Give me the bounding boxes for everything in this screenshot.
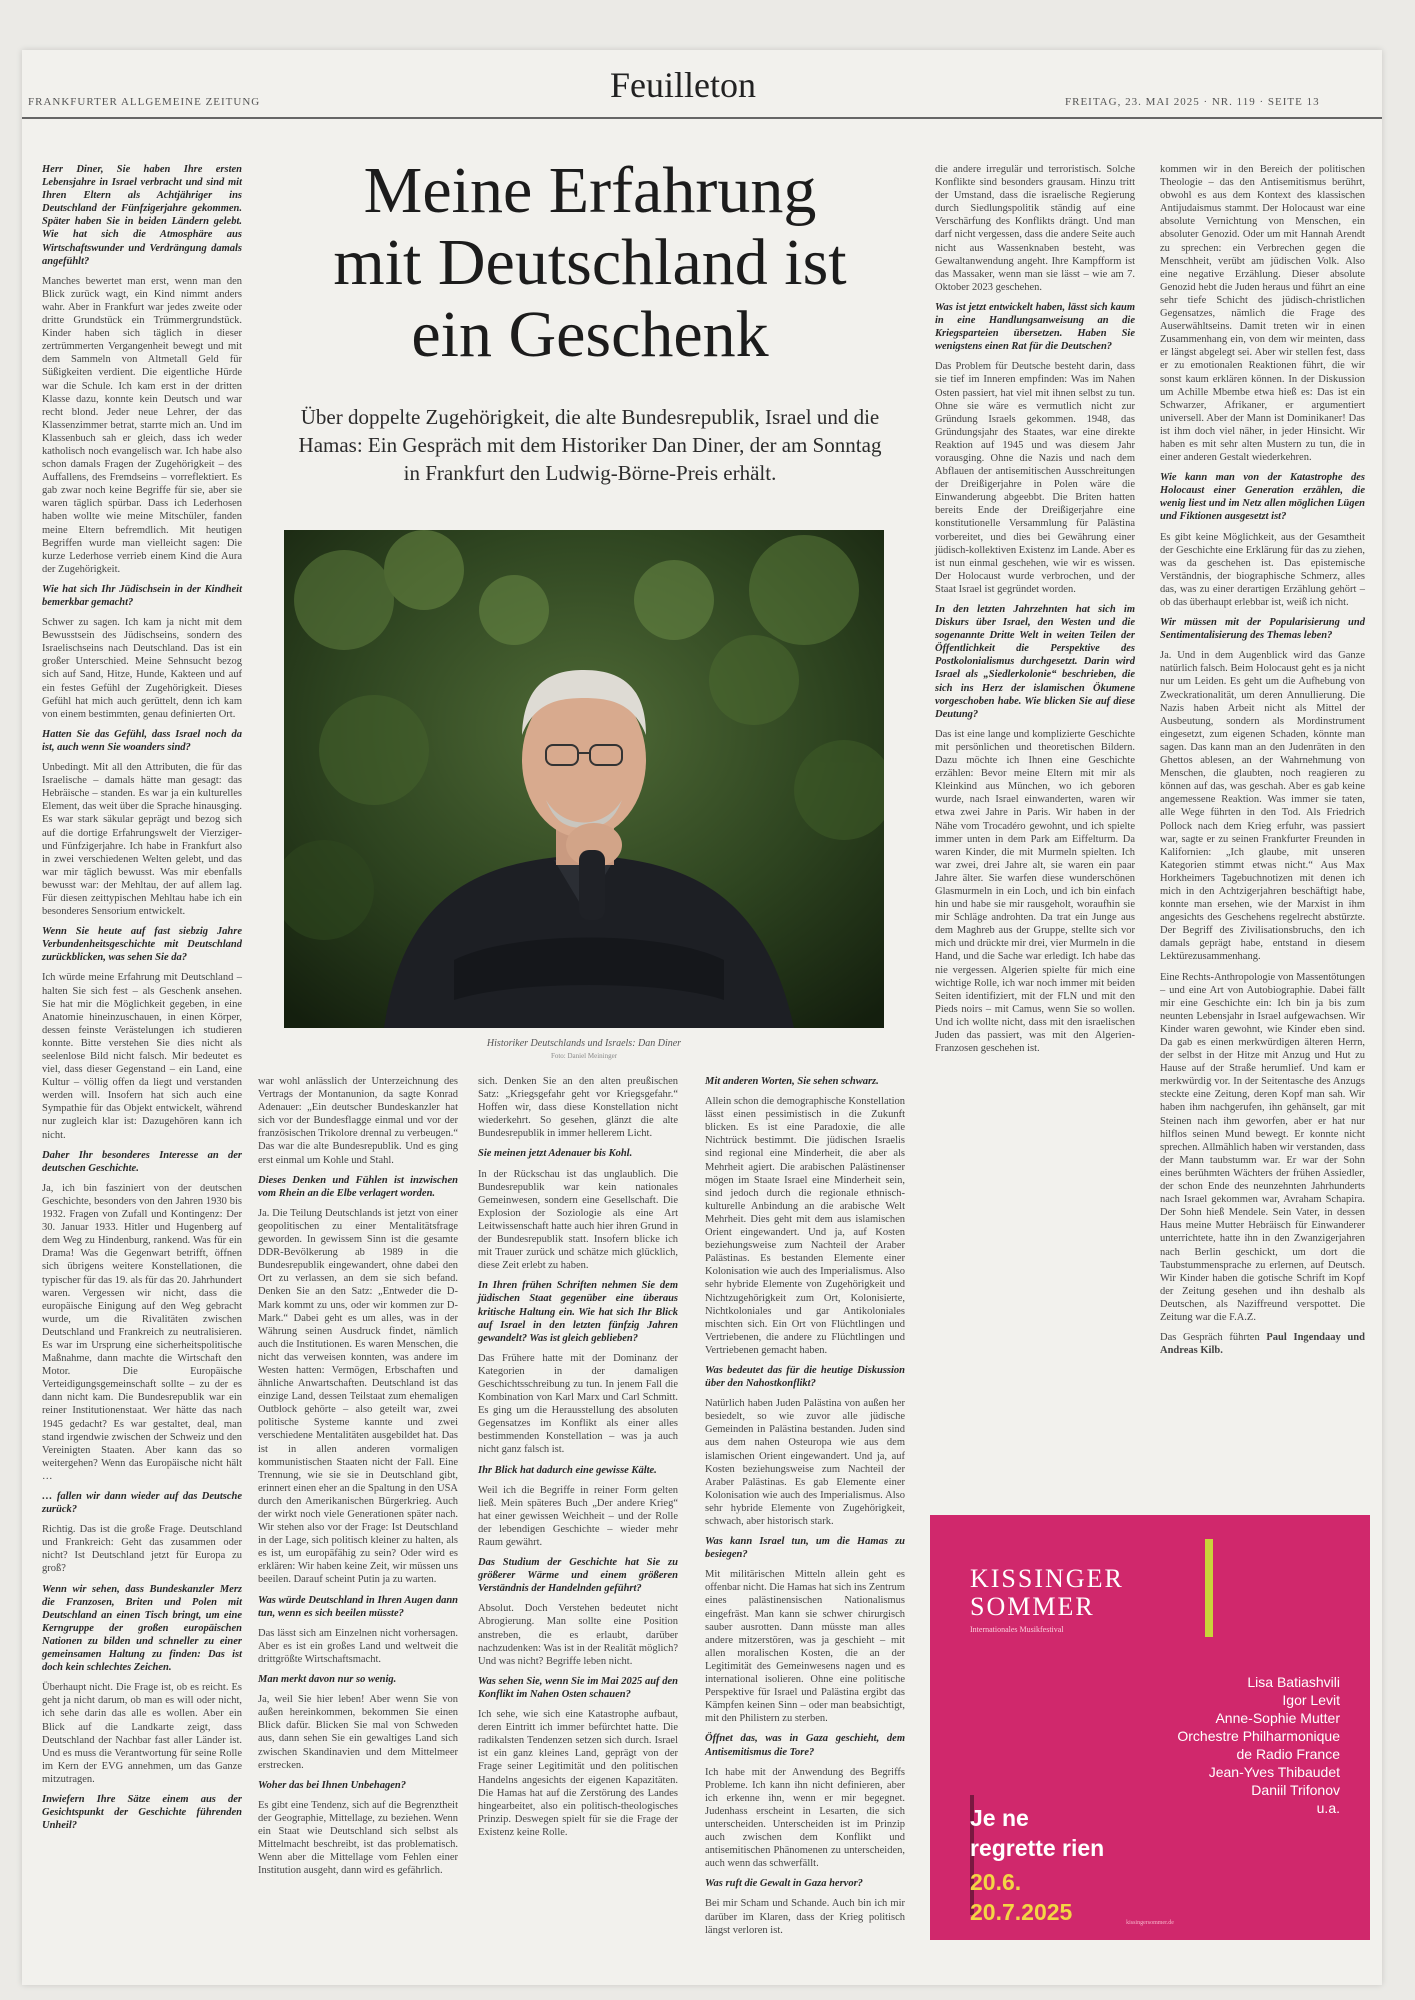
performer-name: Daniil Trifonov [1251, 1782, 1340, 1798]
credit-prefix: Das Gespräch führten [1160, 1332, 1267, 1344]
column-5 [935, 163, 1135, 1062]
logo-line: KISSINGER [970, 1564, 1124, 1593]
question: Hatten Sie das Gefühl, dass Israel noch da ist, auch wenn Sie woanders sind? [42, 728, 242, 753]
answer: Mit militärischen Mitteln allein geht es offenbar nicht. Die Hamas hat sich ins Zentrum eines palästinensischen Nationalismus eingefräst. Man kann sie schwer chirurgisch sauber ausrotten. Dann müsste man alles andere mitzerstören, was ja geschieht – mit allen moralischen Kosten, die an der Legitimität des Gemeinwesens nagen und es international isolieren. Ohne eine politische Perspektive für Israel und Palästina ergibt das Kämpfen keinen Sinn – oder man beabsichtigt, mit den Philistern zu sterben. [705, 1569, 905, 1725]
performer-name: Igor Levit [1282, 1692, 1340, 1708]
top-rule [22, 117, 1382, 119]
ad-accent-bar [1205, 1539, 1213, 1637]
performer-name: u.a. [1316, 1800, 1340, 1816]
answer: Es gibt eine Tendenz, sich auf die Begrenztheit der Geographie, Mittellage, zu beziehen. Wenn ein Staat wie Deutschland sich selbst als Mittelmacht beschreibt, ist das problematisch. Wenn aber die Mittellage vom Fehlen einer Institution ausgeht, dann wird es gefährlich. [258, 1799, 458, 1877]
answer: Ja. Und in dem Augenblick wird das Ganze natürlich falsch. Beim Holocaust geht es ja nicht nur um Leiden. Es geht um die Aufhebung von Zweckrationalität, um deren Annullierung. Die Nazis haben Arbeit nicht als Mittel der Ausbeutung, sondern als Mordinstrument eingesetzt, zum eigenen Schaden, könnte man sagen. Das kann man an den Judenräten in den Ghettos ablesen, an der Wahrnehmung von Menschen, die glaubten, noch reagieren zu können auf das, was geschah. Aber es gab keine angemessene Reaktion. Was immer sie taten, alle Wege führten in den Tod. Als Friedrich Pollock nach dem Krieg erfuhr, was passiert war, sagte er zu seinen Frankfurter Freunden in Kalifornien: „Ich glaube, mit unseren Kategorien stimmt etwas nicht.“ Aus Max Horkheimers Tagebuchnotizen mit denen ich mich in den Achtzigerjahren beschäftigt habe, konnte man ersehen, wie der Marxist in ihm angesichts des Geschehens regelrecht abstürzte. Der Begriff des Zivilisationsbruchs, den ich damals geprägt habe, entstand in diesem Lektürezusammenhang. [1160, 650, 1365, 963]
article-subhead: Über doppelte Zugehörigkeit, die alte Bundesrepublik, Israel und die Hamas: Ein Gespräch mit dem Historiker Dan Diner, der am Sonntag in Frankfurt den Ludwig-Börne-Preis erhält. [298, 405, 882, 485]
question: Was ist jetzt entwickelt haben, lässt sich kaum in eine Handlungsanweisung an die Kriegsparteien übersetzen. Haben Sie wenigstens einen Rat für die Deutschen? [935, 301, 1135, 353]
answer: Natürlich haben Juden Palästina von außen her besiedelt, so wie zuvor alle jüdische Gemeinden in Palästina bestanden. Juden sind aus dem nahen Osteuropa wie aus dem islamischen Orient eingewandert. Und ja, auf Kosten beziehungsweise zum Nachteil der Araber Palästinas. Es gab Elemente einer Kolonisation wie auch des Imperialismus. Also sehr hybride Elemente von Zugehörigkeit, schwach, aber historisch stark. [705, 1398, 905, 1527]
answer: war wohl anlässlich der Unterzeichnung des Vertrags der Montanunion, da sagte Konrad Adenauer: „Ein deutscher Bundeskanzler hat sich vor der Bundesflagge einmal und vor der französischen Trikolore drennal zu verbeugen.“ Das war die alte Bundesrepublik. Und es ging erst einmal um Kohle und Stahl. [258, 1076, 458, 1166]
question: Was ruft die Gewalt in Gaza hervor? [705, 1878, 863, 1890]
question: Wir müssen mit der Popularisierung und Sentimentalisierung des Themas leben? [1160, 617, 1365, 642]
answer: Absolut. Doch Verstehen bedeutet nicht Abrogierung. Man sollte eine Position anstreben, die es erlaubt, darüber nachzudenken: Was ist in der Realität möglich? Und was nicht? Begriffe leben nicht. [478, 1603, 678, 1667]
answer: Allein schon die demographische Konstellation lässt einen pessimistisch in die Zukunft blicken. Es ist eine Paradoxie, die alle Nichtrück bestimmt. Die jüdischen Israelis sind regional eine Minderheit, die aber als Mehrheit agiert. Die arabischen Palästinenser mögen im Staate Israel eine Minderheit sein, sind jedoch durch die regionale ethnisch-kulturelle Anbindung an die arabische Welt Mehrheit. Dies geht mit dem aus islamischen Orient eingewandert. Und ja, auf Kosten beziehungsweise zum Nachteil der Araber Palästinas. Es bestanden Elemente einer Kolonisation wie auch des Imperialismus. Also sehr hybride Elemente von Zugehörigkeit und Nichtzugehörigkeit zum Ort, Kolonisierte, Nichtkoloniales und gar Antikoloniales mischten sich. Ein Ort von Flüchtlingen und Vertriebenen, die andere zu Flüchtlingen und Vertriebenen gemacht haben. [705, 1096, 905, 1356]
answer: die andere irregulär und terroristisch. Solche Konflikte sind besonders grausam. Hinzu tritt der Umstand, dass die israelische Regierung durch Siedlungspolitik ständig auf eine Verschärfung des Konflikts drängt. Und man darf nicht vergessen, dass die andere Seite auch nicht aus Wassenknaben besteht, was Gewaltanwendung angeht. Ihre Kampfform ist das Massaker, wenn man sie lässt – wie am 7. Oktober 2023 geschehen. [935, 164, 1135, 293]
question: Wie hat sich Ihr Jüdischsein in der Kindheit bemerkbar gemacht? [42, 583, 242, 608]
newspaper-name: FRANKFURTER ALLGEMEINE ZEITUNG [28, 96, 261, 108]
question: Was bedeutet das für die heutige Diskussion über den Nahostkonflikt? [705, 1364, 905, 1390]
question: Ihr Blick hat dadurch eine gewisse Kälte. [478, 1464, 657, 1476]
question: Man merkt davon nur so wenig. [258, 1674, 397, 1686]
answer: In der Rückschau ist das unglaublich. Die Bundesrepublik war kein nationales Gemeinwesen, sondern eine Gesellschaft. Die Explosion der Soziologie als eine Art Leitwissenschaft hatte auch hier ihren Grund in der Bundesrepublik statt. Insofern blicke ich mit Trauer zurück und schätze mich glücklich, diese Zeit erlebt zu haben. [478, 1168, 678, 1272]
question: Was sehen Sie, wenn Sie im Mai 2025 auf den Konflikt im Nahen Osten schauen? [478, 1675, 678, 1700]
dateline: FREITAG, 23. MAI 2025 · NR. 119 · SEITE 13 [1065, 96, 1320, 108]
question: Das Studium der Geschichte hat Sie zu größerer Wärme und einem größeren Verständnis der Handelnden geführt? [478, 1557, 678, 1595]
festival-tagline: Internationales Musikfestival [970, 1625, 1064, 1634]
answer: Bei mir Scham und Schande. Auch bin ich mir darüber im Klaren, dass der Krieg politisch längst verloren ist. [705, 1898, 905, 1936]
answer: Ja, ich bin fasziniert von der deutschen Geschichte, besonders von den Jahren 1930 bis 1932. Fragen von Zufall und Kontingenz: Der 30. Januar 1933. Hitler und Hugenberg auf dem Weg zu Hindenburg, rankend. Was für ein Drama! Was die Gegenwart betrifft, öffnen sich übrigens weitere Konstellationen, die typischer für das 19. als für das 20. Jahrhundert waren. Vergessen wir nicht, dass die europäische Einigung auf den Weg gebracht wurde, um die Rivalitäten zwischen Deutschland und Frankreich zu neutralisieren. Es war im Ursprung eine sicherheitspolitische Maßnahme, dann machte die Wirtschaft den Motor. Die Europäische Verteidigungsgemeinschaft sollte – zu der es dann nicht kam. Die Bundesrepublik war ein reiner Institutionenstaat. Wer hätte das nach 1945 gedacht? Es war gestaltet, deal, man stand irgendwie zwischen der Schweiz und den Vereinigten Staaten. Aber kann das so weitergehen? Wenn das Europäische nicht hält … [42, 1182, 242, 1482]
logo-line: SOMMER [970, 1592, 1095, 1621]
performer-name: Jean-Yves Thibaudet [1208, 1764, 1340, 1780]
answer: Ja, weil Sie hier leben! Aber wenn Sie von außen hereinkommen, bekommen Sie einen Blick dafür. Blicken Sie mal von Schweden aus, dann sehen Sie ein gewaltiges Land sich zwischen Skandinavien und dem Mittelmeer erstrecken. [258, 1694, 458, 1771]
photo-credit: Foto: Daniel Meininger [550, 1052, 618, 1060]
answer: Ja. Die Teilung Deutschlands ist jetzt von einer geopolitischen zu einer Mentalitätsfrage geworden. In gewissem Sinn ist die gesamte DDR-Bevölkerung ab 1989 in die Bundesrepublik eingewandert, ohne dabei den Ort zu verlassen, an dem sie sich befand. Denken Sie an den Satz: „Entweder die D-Mark kommt zu uns, oder wir kommen zur D-Mark.“ Dabei geht es um alles, was in der Währung seinen Ausdruck findet, nämlich auch die Institutionen. Es waren Menschen, die nicht das verweisen konnten, was andere im Westen hatten: Vermögen, Erbschaften und ähnliche Anwartschaften. Deutschland ist das einzige Land, dessen Teilstaat zum ehemaligen Outblock gehörte – also geteilt war, zwei politische Systeme kannte und zwei verschiedene Mentalitäten ausgebildet hat. Das ist in allen anderen vormaligen kommunistischen Staaten nicht der Fall. Eine Trennung, wie sie sie in Deutschland gibt, erinnert einen eher an die Spaltung in den USA durch den Amerikanischen Bürgerkrieg. Auch der wirkt noch viele Generationen später nach. Wir stehen also vor der Frage: Ist Deutschland in der Lage, sich politisch kleiner zu halten, als es ist, um europäfähig zu sein? Oder wird es erklären: Wir haben keine Zeit, wir müssen uns beeilen. Darauf scheint Putin ja zu warten. [258, 1207, 458, 1586]
festival-slogan [970, 1803, 1104, 1863]
performer-name: Anne-Sophie Mutter [1215, 1710, 1340, 1726]
question: Öffnet das, was in Gaza geschieht, dem Antisemitismus die Tore? [705, 1733, 905, 1758]
date-line: 20.7.2025 [970, 1899, 1073, 1925]
answer: Das lässt sich am Einzelnen nicht vorhersagen. Aber es ist ein großes Land und weltweit die drittgrößte Wirtschaftsmacht. [258, 1627, 458, 1665]
answer: Weil ich die Begriffe in reiner Form gelten ließ. Mein späteres Buch „Der andere Krieg“ hat einer gewissen Weichheit – und der Rolle der lebendigen Geschichte – wieder mehr Raum gewährt. [478, 1484, 678, 1548]
question: Was kann Israel tun, um die Hamas zu besiegen? [705, 1536, 905, 1561]
interview-credit [1160, 1331, 1365, 1357]
section-title: Feuilleton [610, 65, 756, 105]
column-4 [705, 1075, 905, 1944]
portrait-photo [284, 530, 884, 1028]
question: Wenn wir sehen, dass Bundeskanzler Merz die Franzosen, Briten und Polen mit Deutschland an einen Tisch bringt, um eine Kerngruppe der großen europäischen Nationen zu bilden und schneller zu einer gemeinsamen Haltung zu finden: Das ist doch kein schlechtes Zeichen. [42, 1583, 242, 1674]
question: Wenn Sie heute auf fast siebzig Jahre Verbundenheitsgeschichte mit Deutschland zurückblicken, was sehen Sie da? [42, 926, 242, 964]
answer: Das Problem für Deutsche besteht darin, dass sie tief im Inneren empfinden: Was im Nahen Osten passiert, hat viel mit ihnen selbst zu tun. Ohne sie wäre es vermutlich nicht zur Gründung Israels gekommen. 1948, das Gründungsjahr des Staates, war eine direkte Reaktion auf 1945 und was diesem Jahr vorausging. Ohne die Nazis und nach dem Abflauen der antisemitischen Ausschreitungen der Dreißigerjahre in Polen wäre die Einwanderung abgeebbt. Die Briten hatten bereits Ende der Dreißigerjahre eine konstitutionelle Versammlung für Palästina vorbereitet, und dies bei Gewährung einer jüdisch-kollektiven Existenz im Lande. Aber es ist nun einmal geschehen, wie wir es wissen. Der Holocaust wurde verbrochen, und der Staat Israel ist gegründet worden. [935, 361, 1135, 595]
headline-line: Meine Erfahrung [363, 154, 817, 227]
question: In den letzten Jahrzehnten hat sich im Diskurs über Israel, den Westen und die sogenannte Dritte Welt in weiten Teilen der Öffentlichkeit die Perspektive des Postkolonialismus durchgesetzt. Darin wird Israel als „Siedlerkolonie“ beschrieben, die sich ins Herz der islamischen Ökumene vorgeschoben habe. Wie blicken Sie auf diese Deutung? [935, 604, 1135, 720]
answer: kommen wir in den Bereich der politischen Theologie – das den Antisemitismus berührt, obwohl es aus dem Kontext des klassischen Antijudaismus stammt. Der Holocaust war eine absolute Vernichtung von Menschen, ein absoluter Genozid. Oder um mit Hannah Arendt zu sprechen: ein Verbrechen gegen die Menschheit, verübt am jüdischen Volk. Also eine negative Erzählung. Dieser absolute Genozid hebt die Juden heraus und führt an eine sehr tiefe Schicht des jüdisch-christlichen Gegensatzes, nämlich die Frage des Auserwähltseins. Damit treten wir in einen Zusammenhang ein, von dem wir meinten, dass er längst abgelegt sei. Aber wir stellen fest, dass er zu emotionalen Reaktionen führt, die wir sonst kaum erklären können. In der Diskussion um Achille Mbembe etwa hieß es: Das ist ein Schwarzer, Afrikaner, er argumentiert universell. Aber der Mann ist Dominikaner! Das ist ihm doch viel näher, in jeder Hinsicht. Wir haben es mit sehr alten Mustern zu tun, die in einer anderen Gestalt wiederkehren. [1160, 164, 1365, 464]
date-line: 20.6. [970, 1869, 1022, 1895]
question: Woher das bei Ihnen Unbehagen? [258, 1779, 406, 1791]
answer: Unbedingt. Mit all den Attributen, die für das Israelische – damals hätte man gesagt: das Hebräische – standen. Es war ja ein kulturelles Element, das weit über die Sprache hinausging. Es war stark säkular geprägt und bezog sich auf die dortige Erfahrungswelt der Vierziger- und Fünfzigerjahre. Ich habe in Frankfurt also in zwei verschiedenen Welten gelebt, und das war mir täglich bewusst. Was mir ebenfalls bewusst war: der Mehltau, der auf allem lag. Für diesen zeittypischen Mehltau habe ich ein besonderes Sensorium entwickelt. [42, 762, 242, 918]
performer-name: Lisa Batiashvili [1247, 1674, 1340, 1690]
answer: sich. Denken Sie an den alten preußischen Satz: „Kriegsgefahr geht vor Kriegsgefahr.“ Hoffen wir, dass diese Konstellation nicht wiederkehrt. So gesehen, glänzt die alte Bundesrepublik in immer hellerem Licht. [478, 1076, 678, 1140]
answer: Eine Rechts-Anthropologie von Massentötungen – und eine Art von Autobiographie. Dabei fällt mir eine Geschichte ein: Ich bin ja bis zum neunten Lebensjahr in Israel aufgewachsen. Wir Kinder waren gewohnt, wie Kinder eben sind. Da gab es einen merkwürdigen älteren Herrn, der selbst in der Hitze mit Anzug und Hut zu Hause auf der Straße herumlief. Und kam er merkwürdig vor. In der Seitentasche des Anzugs steckte eine Zeitung, deren Kopf man sah. Wir haben ihm nachgerufen, ihn gehänselt, gar mit Steinen nach ihm geworfen, aber er hat nur hilflos seinen Mund bewegt. Er konnte nicht sprechen. Allmählich haben wir verstanden, dass der Mann taubstumm war. Er war der Sohn eines berühmten Wächters der frühen Assiedler, der schon Ende des neunzehnten Jahrhunderts nach Israel gekommen war, Avraham Schapira. Der Sohn hieß Mendele. Sein Vater, in dessen Haus meine Mutter Hebräisch für Einwanderer unterrichtete, hatte ihn in den Zwanzigerjahren nach Berlin geschickt, um dort die Taubstummensprache zu erlernen, auf Deutsch. Wir Kinder haben die gotische Schrift im Kopf der Zeitung gesehen und ihn deshalb als Deutschen, als Naziffreund verspottet. Die Zeitung war die F.A.Z. [1160, 971, 1366, 1323]
answer: Ich würde meine Erfahrung mit Deutschland – halten Sie sich fest – als Geschenk ansehen. Sie hat mir die Möglichkeit gegeben, in eine Anatomie hineinzuschauen, in einen Körper, dessen feinste Verästelungen ich studieren konnte. Bitte verstehen Sie dies nicht als seelenlose Bild nicht falsch. Mir bedeutet es viel, dass dieser Gegenstand – ein Land, eine Kultur – völlig offen da liegt und verstanden werden will. Insofern hat sich auch eine Sympathie für das Objekt entwickelt, während nur zugleich klar ist: Dazugehören kann ich nicht. [42, 972, 242, 1141]
question: Dieses Denken und Fühlen ist inzwischen vom Rhein an die Elbe verlagert worden. [258, 1174, 458, 1199]
answer: Schwer zu sagen. Ich kam ja nicht mit dem Bewusstsein des Jüdischseins, sondern des Israelischseins nach Deutschland. Das ist ein großer Unterschied. Meine Sehnsucht bezog sich auf Sand, Hitze, Hunde, Kakteen und auf ein festes Gefühl der Zugehörigkeit. Dieses Gefühl hat mich auch gerüttelt, denn ich kam von einem bestimmten, genau definierten Ort. [42, 617, 242, 720]
question: Daher Ihr besonderes Interesse an der deutschen Geschichte. [42, 1149, 242, 1174]
column-6 [1160, 163, 1365, 1364]
question: Inwiefern Ihre Sätze einem aus der Gesichtspunkt der Geschichte führenden Unheil? [42, 1793, 242, 1832]
answer: Überhaupt nicht. Die Frage ist, ob es reicht. Es geht ja nicht darum, ob man es will oder nicht, ich sehe darin das alle es wollen. Aber ein Blick auf die Landkarte zeigt, dass Deutschland der Nachbar fast aller Länder ist. Und es muss die Verantwortung für seine Rolle im Kern der EVG annehmen, um das Ganze mitzutragen. [42, 1682, 242, 1785]
headline-line: ein Geschenk [411, 298, 769, 371]
festival-dates [970, 1867, 1072, 1927]
question: Mit anderen Worten, Sie sehen schwarz. [705, 1076, 879, 1087]
slogan-line: Je ne [970, 1805, 1029, 1831]
answer: Richtig. Das ist die große Frage. Deutschland und Frankreich: Geht das zusammen oder nicht? Ist Deutschland jetzt für Europa zu groß? [42, 1524, 242, 1575]
headline-line: mit Deutschland ist [333, 226, 847, 299]
interviewer-names: Paul Ingendaay und Andreas Kilb. [1160, 1332, 1365, 1357]
column-2 [258, 1075, 458, 1884]
photo-caption: Historiker Deutschlands und Israels: Dan Diner [486, 1038, 682, 1049]
question: Wie kann man von der Katastrophe des Holocaust einer Generation erzählen, die wenig liest und im Netz allen möglichen Lügen und Fiktionen ausgesetzt ist? [1160, 472, 1365, 523]
performer-list [1177, 1673, 1340, 1817]
article-headline [290, 155, 890, 371]
answer: Es gibt keine Möglichkeit, aus der Gesamtheit der Geschichte eine Erklärung für das zu ziehen, was da geschehen ist. Das epistemische Verständnis, der biographische Schmerz, alles das, was zu einer derartigen Erzählung gehört – ob das überhaupt erlebbar ist, weiß ich nicht. [1160, 531, 1365, 608]
column-1 [42, 163, 242, 1839]
festival-website[interactable]: kissingersommer.de [1126, 1920, 1174, 1926]
answer: Das ist eine lange und komplizierte Geschichte mit persönlichen und theoretischen Bildern. Dazu möchte ich Ihnen eine Geschichte erzählen: Bevor meine Eltern mit mir als Kleinkind aus München, wo ich geboren wurde, nach Israel einwanderten, waren wir etwa zwei Jahre in Paris. Wir haben in der Nähe vom Trocadéro gewohnt, und ich spielte immer unten in dem Park am Eiffelturm. Da waren Kinder, die mit Murmeln spielten. Ich war zwei, drei Jahre alt, sie waren ein paar Jahre älter. Sie warfen diese wunderschönen Glasmurmeln in ein Loch, und ich bin einfach hin und habe sie mir rausgeholt, woraufhin sie mir Schläge androhten. Da trat ein Junge aus dem Maghreb aus der Gruppe, stellte sich vor mich und drückte mir drei, vier Murmeln in die Hand, und die Sache war erledigt. Ich habe das nie vergessen. Algerien spielte für mich eine wichtige Rolle, ich war noch immer mit beiden Seiten identifiziert, mit der FLN und mit den Pieds noirs – mit Camus, wenn Sie so wollen. Und ich wollte nicht, dass mit den israelischen Juden das passiert, was mit den Algerien-Franzosen geschehen ist. [935, 728, 1135, 1055]
performer-name: Orchestre Philharmonique [1177, 1728, 1340, 1744]
answer: Das Frühere hatte mit der Dominanz der Kategorien in der damaligen Geschichtsschreibung zu tun. In jenem Fall die Kombination von Karl Marx und Carl Schmitt. Es ging um die Herausstellung des absoluten Gegensatzes im Konflikt als einer alles bestimmenden Konstellation – was ja auch nicht ganz falsch ist. [478, 1352, 678, 1456]
question: Sie meinen jetzt Adenauer bis Kohl. [478, 1148, 633, 1160]
answer: Ich sehe, wie sich eine Katastrophe aufbaut, deren Eintritt ich immer befürchtet hatte. Die radikalsten Tendenzen setzen sich durch. Israel ist ein ganz kleines Land, geprägt von der Frage seiner Legitimität und den politischen Handelns angesichts der eigenen Kapazitäten. Die Hamas hat auf die Zerstörung des Landes hingearbeitet, also ein politisch-theologisches Prinzip. Deswegen spielt für sie die Frage der Existenz keine Rolle. [478, 1709, 678, 1838]
answer: Ich habe mit der Anwendung des Begriffs Probleme. Ich kann ihn nicht definieren, aber ich erkenne ihn, wenn er mir begegnet. Judenhass erscheint in Lesarten, die sich unterscheiden. Unterscheiden ist im Prinzip auch zwischen dem Konflikt und antisemitischen Phänomenen zu unterscheiden, auch wenn das schwerfällt. [705, 1766, 905, 1870]
question: … fallen wir dann wieder auf das Deutsche zurück? [42, 1491, 242, 1516]
slogan-line: regrette rien [970, 1835, 1105, 1861]
answer: Manches bewertet man erst, wenn man den Blick zurück wagt, ein Kind nimmt anders wahr. Aber in Frankfurt war jedes zweite oder dritte Grundstück ein Trümmergrundstück. Kinder haben sich täglich in dieser zertrümmerten Vergangenheit bewegt und mit dem Sammeln von Altmetall Geld für Süßigkeiten verdient. Die eigentliche Hürde war die Schule. Ich kam erst in der dritten Klasse dazu, konnte kein Deutsch und war recht blond. Jeder neue Lehrer, der das Klassenzimmer betrat, starrte mich an. Und im Klassenbuch sah er gleich, dass ich weder katholisch noch evangelisch war. Ich habe also schon damals Fragen der Zugehörigkeit – des Auffallens, des Fremdseins – vorreflektiert. Es gab zwar noch keine Begriffe für sie, aber sie waren täglich spürbar. Dass ich Lederhosen haben wollte wie meine Mitschüler, fanden meine Eltern befremdlich. Mit heutigen Begriffen wurde man vielleicht sagen: Die kurze Lederhose verrieb einem Kind die Aura der Zugehörigkeit. [42, 275, 242, 575]
question: In Ihren frühen Schriften nehmen Sie dem jüdischen Staat gegenüber eine überaus kritische Haltung ein. Wie hat sich Ihr Blick auf Israel in den letzten fünfzig Jahren gewandelt? Was ist gleich geblieben? [478, 1280, 678, 1344]
festival-advertisement[interactable] [930, 1515, 1370, 1940]
question: Herr Diner, Sie haben Ihre ersten Lebensjahre in Israel verbracht und sind mit Ihren Eltern als Achtjähriger ins Deutschland der Fünfzigerjahre gekommen. Später haben Sie in beiden Ländern gelebt. Wie hat sich die Atmosphäre aus Wirtschaftswunder und Verdrängung damals angefühlt? [42, 164, 242, 267]
performer-name: de Radio France [1236, 1746, 1340, 1762]
question: Was würde Deutschland in Ihren Augen dann tun, wenn es sich beeilen müsste? [258, 1594, 458, 1619]
portrait-illustration [284, 530, 884, 1028]
festival-logo [970, 1565, 1124, 1621]
column-3 [478, 1075, 678, 1846]
